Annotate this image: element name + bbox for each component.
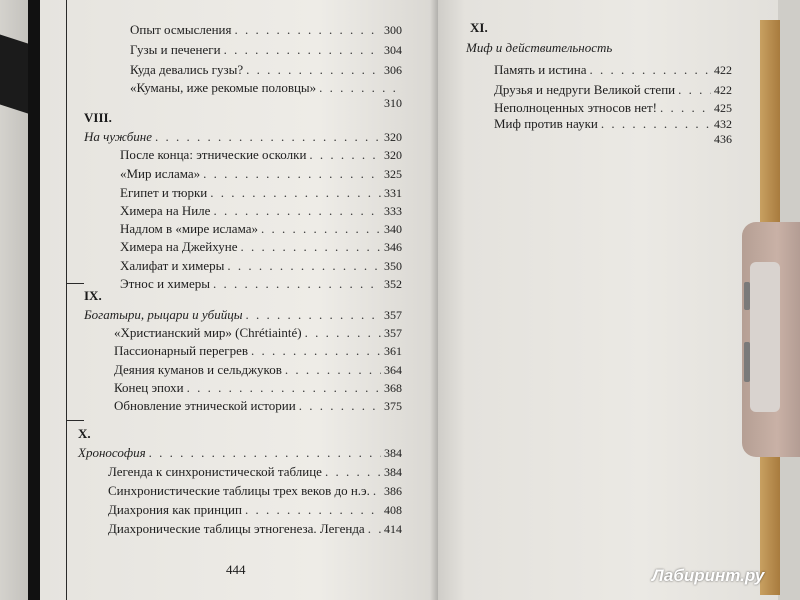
toc-entry [120, 147, 402, 163]
toc-entry [108, 521, 402, 537]
toc-entry-title: Египет и тюрки [120, 185, 208, 200]
toc-entry-title: После конца: этнические осколки [120, 147, 307, 162]
section-number: XI. [470, 20, 488, 35]
toc-entry-title: Пассионарный перегрев [114, 343, 249, 358]
toc-entry [120, 276, 402, 292]
toc-leader [149, 445, 381, 461]
toc-entry-title: Халифат и химеры [120, 258, 225, 273]
toc-leader [309, 147, 381, 163]
phone-side-panel [750, 262, 780, 412]
section-page: 384 [384, 446, 402, 460]
toc-leader [245, 502, 381, 518]
toc-leader [155, 129, 381, 145]
toc-entry-page: 422 [714, 63, 732, 77]
toc-leader [601, 116, 711, 132]
toc-entry-page: 436 [714, 132, 732, 146]
toc-entry [120, 166, 402, 182]
toc-entry-title: Куда девались гузы? [130, 62, 244, 77]
toc-entry-title: Этнос и химеры [120, 276, 210, 291]
toc-entry-page: 333 [384, 204, 402, 218]
toc-entry [108, 502, 402, 518]
section-number: VIII. [84, 110, 112, 125]
section-heading [84, 129, 402, 145]
toc-entry [130, 22, 402, 38]
toc-entry [114, 325, 402, 341]
toc-leader [227, 258, 381, 274]
toc-entry-title: Надлом в «мире ислама» [120, 221, 258, 236]
toc-entry-page: 320 [384, 148, 402, 162]
toc-entry [120, 203, 402, 219]
toc-leader [240, 239, 381, 255]
smartphone-case [742, 222, 800, 457]
toc-entry [494, 100, 732, 116]
toc-leader [224, 42, 381, 58]
toc-leader [305, 325, 381, 341]
toc-leader [299, 398, 381, 414]
toc-entry-page: 304 [384, 43, 402, 57]
toc-entry-title: Миф против науки [494, 116, 598, 131]
toc-entry [114, 380, 402, 396]
section-number: IX. [84, 288, 102, 303]
toc-entry-page: 350 [384, 259, 402, 273]
toc-entry [114, 362, 402, 378]
toc-entry-page: 331 [384, 186, 402, 200]
toc-entry-page: 432 [714, 117, 732, 131]
toc-entry [108, 464, 402, 480]
section-title: Хронософия [78, 445, 146, 460]
toc-leader [251, 343, 381, 359]
toc-entry [114, 398, 402, 414]
section-heading [84, 307, 402, 323]
phone-button [744, 342, 750, 382]
toc-leader [319, 80, 399, 96]
toc-leader [213, 203, 381, 219]
toc-entry-title: Химера на Джейхуне [120, 239, 238, 254]
toc-entry [120, 239, 402, 255]
toc-leader [660, 100, 711, 116]
toc-leader [368, 521, 381, 537]
toc-leader [246, 62, 381, 78]
toc-entry-page: 346 [384, 240, 402, 254]
section-number: X. [78, 426, 91, 441]
toc-entry-page: 306 [384, 63, 402, 77]
toc-leader [373, 483, 381, 499]
toc-entry [494, 62, 732, 78]
toc-entry [120, 185, 402, 201]
section-page: 357 [384, 308, 402, 322]
section-tick [66, 283, 84, 284]
toc-entry-title: Диахрония как принцип [108, 502, 242, 517]
toc-entry-title: Память и истина [494, 62, 587, 77]
toc-entry-page: 340 [384, 222, 402, 236]
toc-entry [494, 116, 732, 132]
toc-leader [246, 307, 381, 323]
toc-entry [130, 42, 402, 58]
section-title: Миф и действительность [466, 40, 613, 55]
toc-leader [590, 62, 711, 78]
toc-entry-page: 386 [384, 484, 402, 498]
section-title: На чужбине [84, 129, 152, 144]
toc-entry-title: Гузы и печенеги [130, 42, 221, 57]
toc-entry-title: Конец эпохи [114, 380, 184, 395]
toc-entry-page: 357 [384, 326, 402, 340]
toc-leader [678, 82, 711, 98]
toc-entry-page: 361 [384, 344, 402, 358]
toc-entry [130, 62, 402, 78]
toc-leader [210, 185, 381, 201]
toc-leader [285, 362, 381, 378]
toc-entry [130, 80, 402, 96]
toc-leader [325, 464, 381, 480]
toc-entry-page: 422 [714, 83, 732, 97]
toc-leader [187, 380, 381, 396]
toc-entry-page: 352 [384, 277, 402, 291]
toc-entry-title: Друзья и недруги Великой степи [494, 82, 676, 97]
toc-leader [261, 221, 381, 237]
toc-entry [120, 221, 402, 237]
toc-entry-title: Деяния куманов и сельджуков [114, 362, 282, 377]
toc-entry-title: Неполноценных этносов нет! [494, 100, 657, 115]
phone-button [744, 282, 750, 310]
toc-entry [114, 343, 402, 359]
toc-entry-title: Химера на Ниле [120, 203, 211, 218]
toc-entry-page: 408 [384, 503, 402, 517]
section-title: Богатыри, рыцари и убийцы [84, 307, 243, 322]
toc-entry-title: Диахронические таблицы этногенеза. Легенда [108, 521, 365, 536]
toc-entry-page: 325 [384, 167, 402, 181]
section-heading [466, 40, 732, 56]
toc-entry-page: 414 [384, 522, 402, 536]
toc-leader [235, 22, 382, 38]
toc-entry-page: 300 [384, 23, 402, 37]
toc-entry [494, 82, 732, 98]
toc-leader [203, 166, 381, 182]
toc-entry-page: 368 [384, 381, 402, 395]
section-page: 320 [384, 130, 402, 144]
toc-entry-page: 425 [714, 101, 732, 115]
toc-entry [120, 258, 402, 274]
toc-entry-page: 310 [384, 96, 402, 110]
left-margin-rule [66, 0, 67, 600]
section-tick [66, 420, 84, 421]
toc-entry-title: Синхронистические таблицы трех веков до н.э. [108, 483, 370, 498]
toc-entry-title: «Христианский мир» (Chrétiainté) [114, 325, 302, 340]
toc-entry-page-wrap [130, 96, 402, 111]
toc-entry [108, 483, 402, 499]
section-heading [78, 445, 402, 461]
toc-entry-title: Обновление этнической истории [114, 398, 296, 413]
toc-entry-title: Опыт осмысления [130, 22, 232, 37]
toc-entry-title: «Куманы, иже рекомые половцы» [130, 80, 317, 95]
toc-entry-title: «Мир ислама» [120, 166, 201, 181]
toc-entry-title: Легенда к синхронистической таблице [108, 464, 322, 479]
watermark: Лабиринт.ру [652, 566, 765, 585]
toc-entry-page: 384 [384, 465, 402, 479]
toc-entry [494, 132, 732, 147]
page-number: 444 [226, 562, 246, 577]
toc-entry-page: 364 [384, 363, 402, 377]
toc-entry-page: 375 [384, 399, 402, 413]
toc-leader [213, 276, 381, 292]
